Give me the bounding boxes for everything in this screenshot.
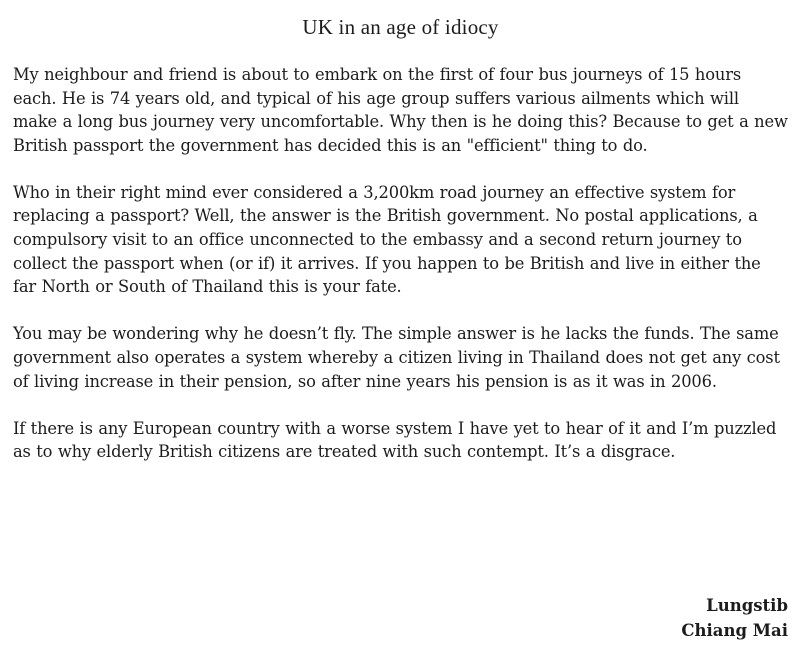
paragraph-2: Who in their right mind ever considered a 3,200km road journey an effective system for replacing a passport? Well, the answer is the British government. No postal applications, a compulsory visit to an office unconnected to the embassy and a second return journey to collect the passport when (or if) it arrives. If you happen to be British and live in either the far North or South of Thailand this is your fate.	[13, 182, 761, 297]
paragraph-3: You may be wondering why he doesn’t fly. The simple answer is he lacks the funds. The same government also operates a system whereby a citizen living in Thailand does not get any cost of living increase in their pension, so after nine years his pension is as it was in 2006.	[13, 324, 780, 391]
letter-title: UK in an age of idiocy	[302, 15, 499, 39]
paragraph-1: My neighbour and friend is about to embark on the first of four bus journeys of 15 hours each. He is 74 years old, and typical of his age group suffers various ailments which will make a long bus journey very uncomfortable. Why then is he doing this? Because to get a new British passport the government has decided this is an "efficient" thing to do.	[13, 65, 788, 155]
signature-location: Chiang Mai	[681, 621, 788, 640]
signature-name: Lungstib	[706, 596, 788, 615]
paragraph-4: If there is any European country with a worse system I have yet to hear of it and I’m puzzled as to why elderly British citizens are treated with such contempt. It’s a disgrace.	[13, 418, 777, 462]
signature-block	[681, 593, 788, 643]
